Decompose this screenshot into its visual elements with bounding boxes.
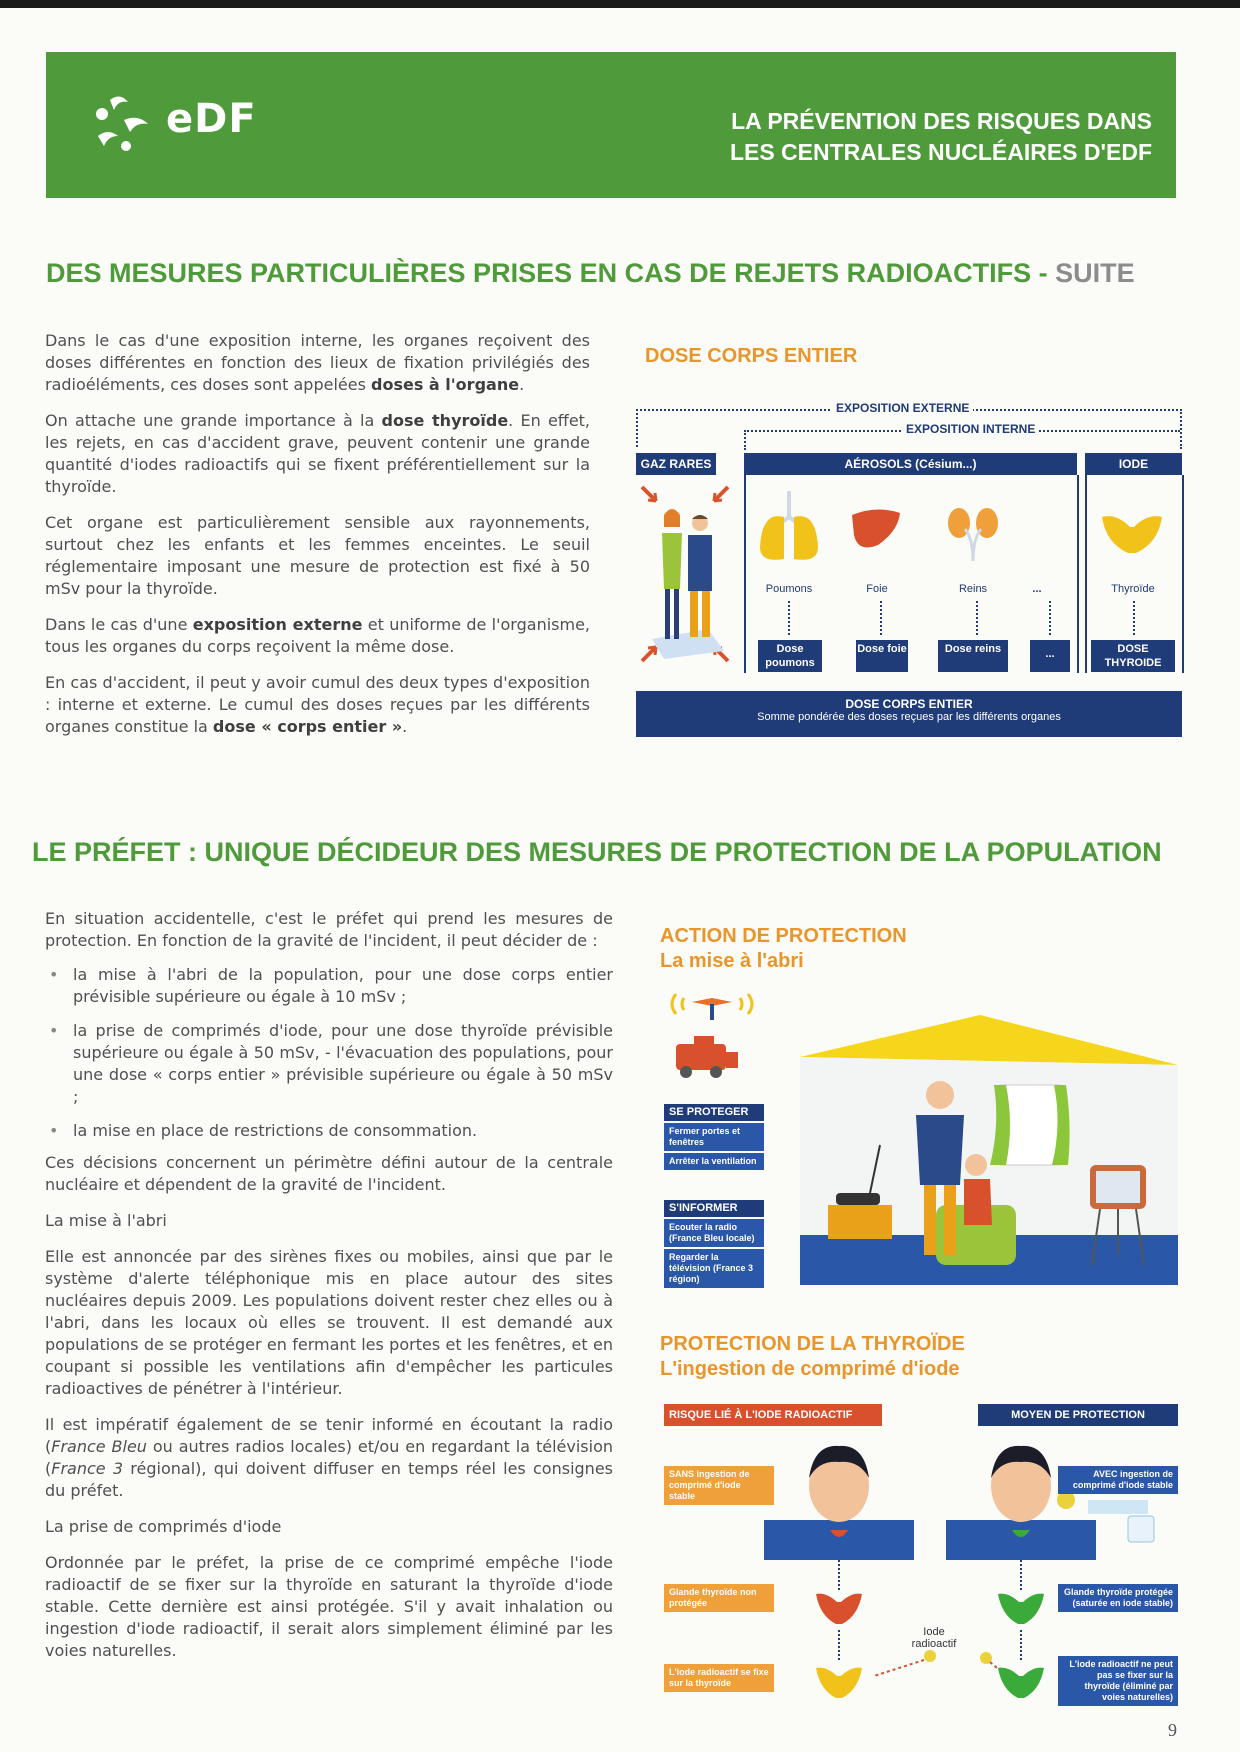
glande-non-label: Glande thyroïde non protégée (664, 1584, 774, 1612)
dose-box: Dose reins (938, 640, 1008, 672)
paragraph: En cas d'accident, il peut y avoir cumul des deux types d'exposition : interne et externe. Le cumul des doses reçues par les différents organes constitue la dose « corps entier ». (45, 673, 590, 736)
paragraph: En situation accidentelle, c'est le préfet qui prend les mesures de protection. En fonction de la gravité de l'incident, il peut décider de : (45, 909, 613, 950)
face-protected-illustration (946, 1434, 1096, 1560)
thyroid-diagram (664, 1404, 1178, 1704)
people-illustration (638, 479, 734, 669)
liver-icon (848, 505, 904, 555)
dose-corps-entier-box: DOSE CORPS ENTIER Somme pondérée des doses reçues par les différents organes (636, 691, 1182, 737)
action-title: ACTION DE PROTECTION La mise à l'abri (660, 925, 907, 972)
thyroid-title: PROTECTION DE LA THYROÏDE L'ingestion de comprimé d'iode (660, 1333, 965, 1380)
paragraph: Cet organe est particulièrement sensible aux rayonnements, surtout chez les enfants et les femmes enceintes. Le seuil réglementaire imposant une mesure de protection est fixé à 50 mSv pour la thyroïde. (45, 513, 590, 598)
fermer-label: Fermer portes et fenêtres (664, 1123, 764, 1151)
organ-label: Poumons (765, 583, 813, 595)
aerosols-box: AÉROSOLS (Césium...) (744, 453, 1077, 475)
header-banner (46, 52, 1176, 198)
dose-diagram-title: DOSE CORPS ENTIER (645, 345, 858, 367)
avec-label: AVEC ingestion de comprimé d'iode stable (1058, 1466, 1178, 1494)
paragraph: Ordonnée par le préfet, la prise de ce comprimé empêche l'iode radioactif de se fixer sur la thyroïde en saturant la thyroïde d'iode stable. Cette dernière est ainsi protégée. S'il y avait inhalation ou ingestion d'iode radioactif, il serait alors simplement éliminé par les voies naturelles. (45, 1553, 613, 1660)
organ-label: Thyroïde (1111, 583, 1155, 595)
dose-box: ... (1030, 640, 1070, 672)
logo-text: eDF (166, 96, 257, 142)
ecouter-label: Ecouter la radio (France Bleu locale) (664, 1219, 764, 1247)
bullet-item: • la prise de comprimés d'iode, pour une dose thyroïde prévisible supérieure ou égale à 50 mSv, - l'évacuation des populations, pour une dose « corps entier » prévisible supérieure ou égale à 50 mSv ; (45, 1020, 613, 1108)
section2-text (45, 908, 613, 1662)
paragraph: On attache une grande importance à la dose thyroïde. En effet, les rejets, en cas d'accident grave, peuvent contenir une grande quantité d'iodes radioactifs qui se fixent préférentiellement sur la thyroïde. (45, 411, 591, 496)
ne-peut-label: L'iode radioactif ne peut pas se fixer sur la thyroïde (éliminé par voies naturelles) (1058, 1656, 1178, 1706)
kidneys-icon (943, 503, 1003, 563)
subheading: La mise à l'abri (45, 1211, 167, 1230)
dose-box: Dose poumons (758, 640, 822, 672)
shelter-illustration (800, 1015, 1178, 1285)
risque-header: RISQUE LIÉ À L'IODE RADIOACTIF (664, 1404, 882, 1426)
organ-label: ... (1032, 583, 1042, 595)
organ-label: Foie (866, 583, 888, 595)
expo-externe-label: EXPOSITION EXTERNE (832, 401, 973, 415)
paragraph: Elle est annoncée par des sirènes fixes ou mobiles, ainsi que par le système d'alerte téléphonique mis en place autour des sites nucléaires depuis 2009. Les populations doivent rester chez elles ou à l'abri, dans les locaux où elles se trouvent. Il est demandé aux populations de se protéger en fermant les portes et les fenêtres, et en coupant si possible les ventilations afin d'empêcher les particules radioactives de pénétrer à l'intérieur. (45, 1247, 613, 1398)
gaz-rares-box: GAZ RARES (636, 453, 716, 475)
paragraph: Il est impératif également de se tenir informé en écoutant la radio (France Bleu ou autres radios locales) et/ou en regardant la télévision (France 3 régional), qui doivent diffuser en temps réel les consignes du préfet. (45, 1415, 614, 1500)
paragraph: Dans le cas d'une exposition interne, les organes reçoivent des doses différentes en fonction des lieux de fixation privilégiés des radioéléments, ces doses sont appelées doses à l'organe. (45, 331, 590, 394)
thyroid-protected-icon (996, 1592, 1046, 1628)
section1-text (45, 330, 590, 738)
glande-prot-label: Glande thyroïde protégée (saturée en iode stable) (1058, 1584, 1178, 1612)
se-proteger-label: SE PROTEGER (664, 1104, 764, 1121)
section2-title: LE PRÉFET : UNIQUE DÉCIDEUR DES MESURES DE PROTECTION DE LA POPULATION (32, 837, 1162, 867)
expo-interne-label: EXPOSITION INTERNE (902, 422, 1039, 436)
organ-label: Reins (958, 583, 988, 595)
edf-swirl-icon (88, 90, 168, 160)
iodine-pills-illustration (1084, 1494, 1164, 1544)
s-informer-panel (664, 1200, 764, 1288)
header-title: LA PRÉVENTION DES RISQUES DANS LES CENTRALES NUCLÉAIRES D'EDF (729, 108, 1152, 165)
fixe-label: L'iode radioactif se fixe sur la thyroïde (664, 1664, 774, 1692)
se-proteger-panel (664, 1104, 764, 1170)
page-number: 9 (1168, 1720, 1177, 1740)
bullet-item: • la mise en place de restrictions de consommation. (45, 1120, 613, 1142)
dose-box: DOSE THYROIDE (1091, 640, 1175, 672)
dose-diagram (636, 395, 1182, 740)
scan-top-edge (0, 0, 1240, 8)
paragraph: Ces décisions concernent un périmètre défini autour de la centrale nucléaire et dépendent de la gravité de l'incident. (45, 1153, 613, 1194)
thyroid-icon (1100, 513, 1164, 561)
paragraph: Dans le cas d'une exposition externe et uniforme de l'organisme, tous les organes du corps reçoivent la même dose. (45, 615, 591, 656)
siren-icon (664, 988, 760, 1088)
sans-label: SANS ingestion de comprimé d'iode stable (664, 1466, 774, 1505)
edf-logo (88, 90, 298, 160)
arreter-label: Arrêter la ventilation (664, 1153, 764, 1170)
face-unprotected-illustration (764, 1434, 914, 1560)
s-informer-label: S'INFORMER (664, 1200, 764, 1217)
moyen-header: MOYEN DE PROTECTION (978, 1404, 1178, 1426)
regarder-label: Regarder la télévision (France 3 région) (664, 1249, 764, 1288)
bullet-item: • la mise à l'abri de la population, pour une dose corps entier prévisible supérieure ou égale à 10 mSv ; (45, 964, 613, 1008)
iode-box: IODE (1085, 453, 1182, 475)
iodine-path-illustration (814, 1636, 1046, 1702)
thyroid-unprotected-icon (814, 1592, 864, 1628)
lungs-icon (754, 487, 824, 567)
subheading: La prise de comprimés d'iode (45, 1517, 282, 1536)
iode-radioactif-label: Iode radioactif (911, 1626, 957, 1650)
section1-title: DES MESURES PARTICULIÈRES PRISES EN CAS DE REJETS RADIOACTIFS - SUITE (46, 258, 1135, 288)
dose-box: Dose foie (856, 640, 908, 672)
